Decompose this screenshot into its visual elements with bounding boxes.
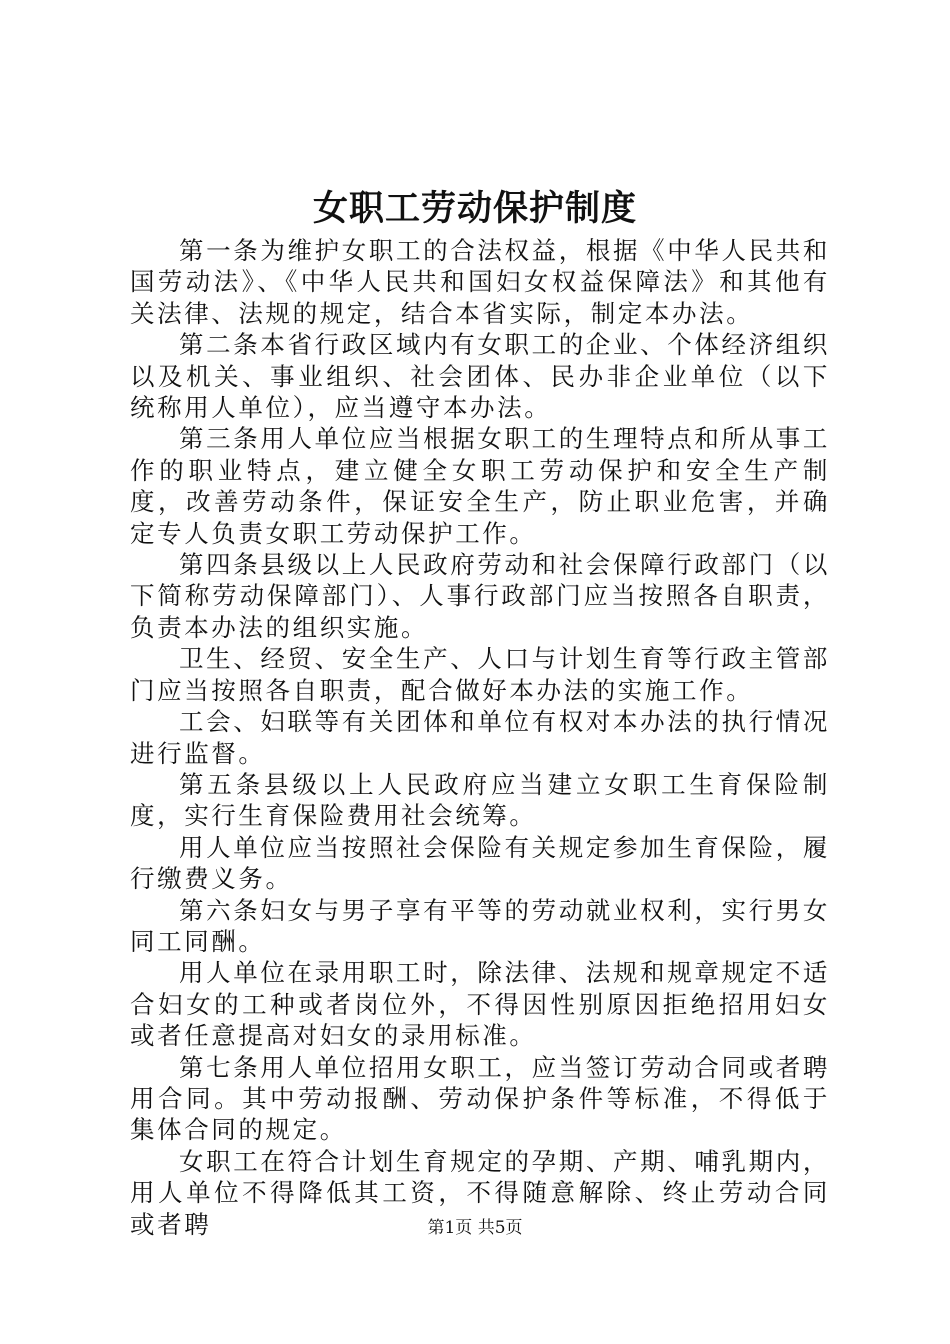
paragraph-article-7: 第七条用人单位招用女职工，应当签订劳动合同或者聘用合同。其中劳动报酬、劳动保护条件等标准，不得低于集体合同的规定。 <box>130 1052 830 1145</box>
paragraph-article-5-clause-2: 用人单位应当按照社会保险有关规定参加生育保险，履行缴费义务。 <box>130 832 830 894</box>
paragraph-article-6-clause-2: 用人单位在录用职工时，除法律、法规和规章规定不适合妇女的工种或者岗位外，不得因性别原因拒绝招用妇女或者任意提高对妇女的录用标准。 <box>130 958 830 1051</box>
document-body <box>130 235 830 1240</box>
paragraph-article-6: 第六条妇女与男子享有平等的劳动就业权利，实行男女同工同酬。 <box>130 895 830 956</box>
paragraph-article-1: 第一条为维护女职工的合法权益，根据《中华人民共和国劳动法》、《中华人民共和国妇女权益保障法》和其他有关法律、法规的规定，结合本省实际，制定本办法。 <box>130 236 830 328</box>
paragraph-article-7-clause-2: 女职工在符合计划生育规定的孕期、产期、哺乳期内，用人单位不得降低其工资，不得随意解除、终止劳动合同或者聘 <box>130 1146 830 1239</box>
paragraph-article-4-clause-2: 卫生、经贸、安全生产、人口与计划生育等行政主管部门应当按照各自职责，配合做好本办法的实施工作。 <box>130 644 830 705</box>
paragraph-article-5: 第五条县级以上人民政府应当建立女职工生育保险制度，实行生育保险费用社会统筹。 <box>130 769 830 831</box>
paragraph-article-3: 第三条用人单位应当根据女职工的生理特点和所从事工作的职业特点，建立健全女职工劳动保护和安全生产制度，改善劳动条件，保证安全生产，防止职业危害，并确定专人负责女职工劳动保护工作。 <box>130 424 830 548</box>
paragraph-article-2: 第二条本省行政区域内有女职工的企业、个体经济组织以及机关、事业组织、社会团体、民办非企业单位（以下统称用人单位），应当遵守本办法。 <box>130 330 830 423</box>
page-number-footer: 第1页 共5页 <box>427 1218 523 1238</box>
document-title: 女职工劳动保护制度 <box>312 188 637 229</box>
paragraph-article-4: 第四条县级以上人民政府劳动和社会保障行政部门（以下简称劳动保障部门）、人事行政部门应当按照各自职责，负责本办法的组织实施。 <box>130 550 830 642</box>
paragraph-article-4-clause-3: 工会、妇联等有关团体和单位有权对本办法的执行情况进行监督。 <box>130 707 830 768</box>
